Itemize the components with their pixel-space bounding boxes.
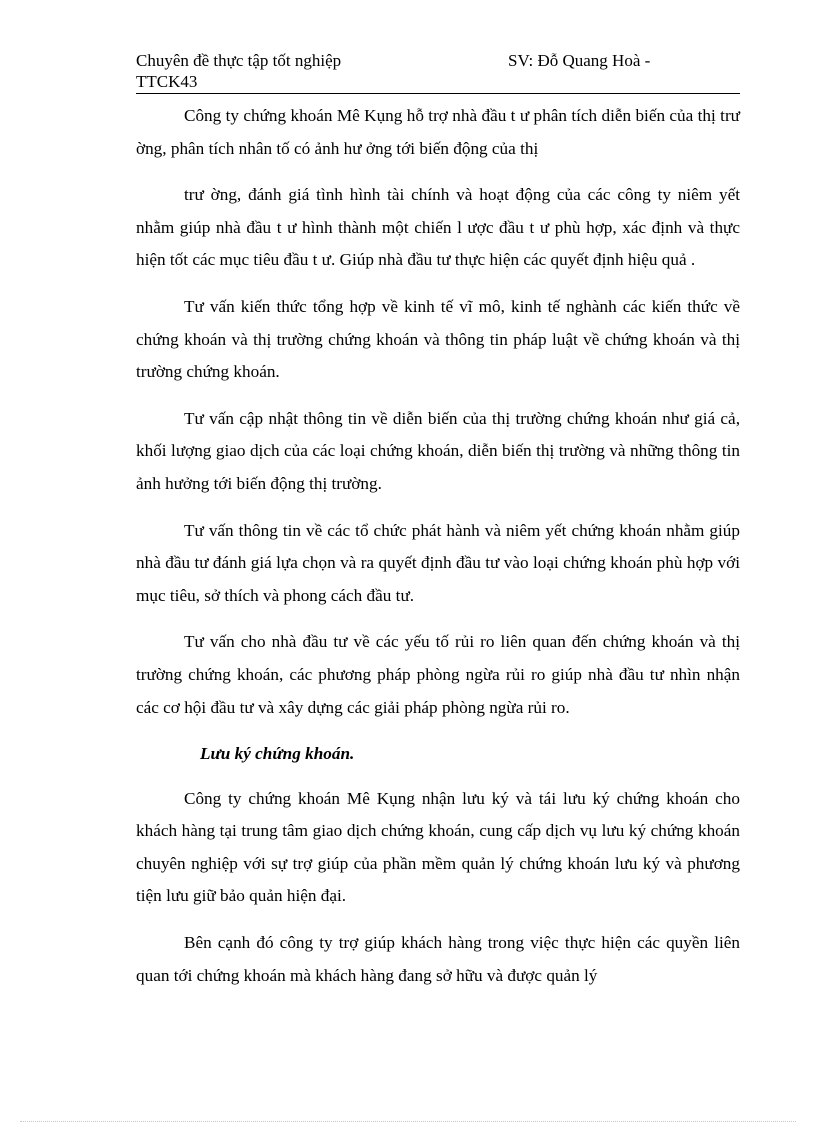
paragraph: Tư vấn thông tin về các tổ chức phát hành và niêm yết chứng khoán nhằm giúp nhà đầu tư đánh giá lựa chọn và ra quyết định đầu tư vào loại chứng khoán phù hợp với mục tiêu, sở thích và phong cách đầu tư. bbox=[136, 520, 740, 605]
paragraph: Công ty chứng khoán Mê Kụng nhận lưu ký và tái lưu ký chứng khoán cho khách hàng tại trung tâm giao dịch chứng khoán, cung cấp dịch vụ lưu ký chứng khoán chuyên nghiệp với sự trợ giúp của phần mềm quản lý chứng khoán lưu ký và phương tiện lưu giữ bảo quản hiện đại. bbox=[136, 788, 740, 906]
paragraph: trư ờng, đánh giá tình hình tài chính và hoạt động của các công ty niêm yết nhằm giúp nhà đầu t ư hình thành một chiến l ược đầu t ư phù hợp, xác định và thực hiện tốt các mục tiêu đầu t ư. Giúp nhà đầu tư thực hiện các quyết định hiệu quả . bbox=[136, 185, 740, 270]
paragraph: Bên cạnh đó công ty trợ giúp khách hàng trong việc thực hiện các quyền liên quan tới chứng khoán mà khách hàng đang sở hữu và được quản lý bbox=[136, 933, 740, 985]
paragraph: Công ty chứng khoán Mê Kụng hỗ trợ nhà đầu t ư phân tích diễn biến của thị trư ờng, phân tích nhân tố có ảnh hư ởng tới biến động của thị bbox=[136, 106, 740, 158]
header-document-title: Chuyên đề thực tập tốt nghiệp bbox=[136, 51, 342, 70]
document-body bbox=[136, 100, 740, 1006]
page-header bbox=[136, 50, 740, 92]
section-heading: Lưu ký chứng khoán. bbox=[200, 744, 355, 764]
header-student-name: SV: Đỗ Quang Hoà - bbox=[508, 51, 651, 70]
header-class-code: TTCK43 bbox=[136, 72, 198, 91]
paragraph: Tư vấn cho nhà đầu tư về các yếu tố rủi ro liên quan đến chứng khoán và thị trường chứng khoán, các phương pháp phòng ngừa rủi ro giúp nhà đầu tư nhìn nhận các cơ hội đầu tư và xây dựng các giải pháp phòng ngừa rủi ro. bbox=[136, 632, 740, 717]
page-bottom-border bbox=[20, 1121, 796, 1122]
paragraph: Tư vấn cập nhật thông tin về diễn biến của thị trường chứng khoán như giá cả, khối lượng giao dịch của các loại chứng khoán, diễn biến thị trường và những thông tin ảnh hưởng tới biến động thị trường. bbox=[136, 408, 740, 493]
paragraph: Tư vấn kiến thức tổng hợp về kinh tế vĩ mô, kinh tế nghành các kiến thức về chứng khoán và thị trường chứng khoán và thông tin pháp luật về chứng khoán và thị trường chứng khoán. bbox=[136, 296, 740, 382]
header-divider bbox=[136, 93, 740, 94]
